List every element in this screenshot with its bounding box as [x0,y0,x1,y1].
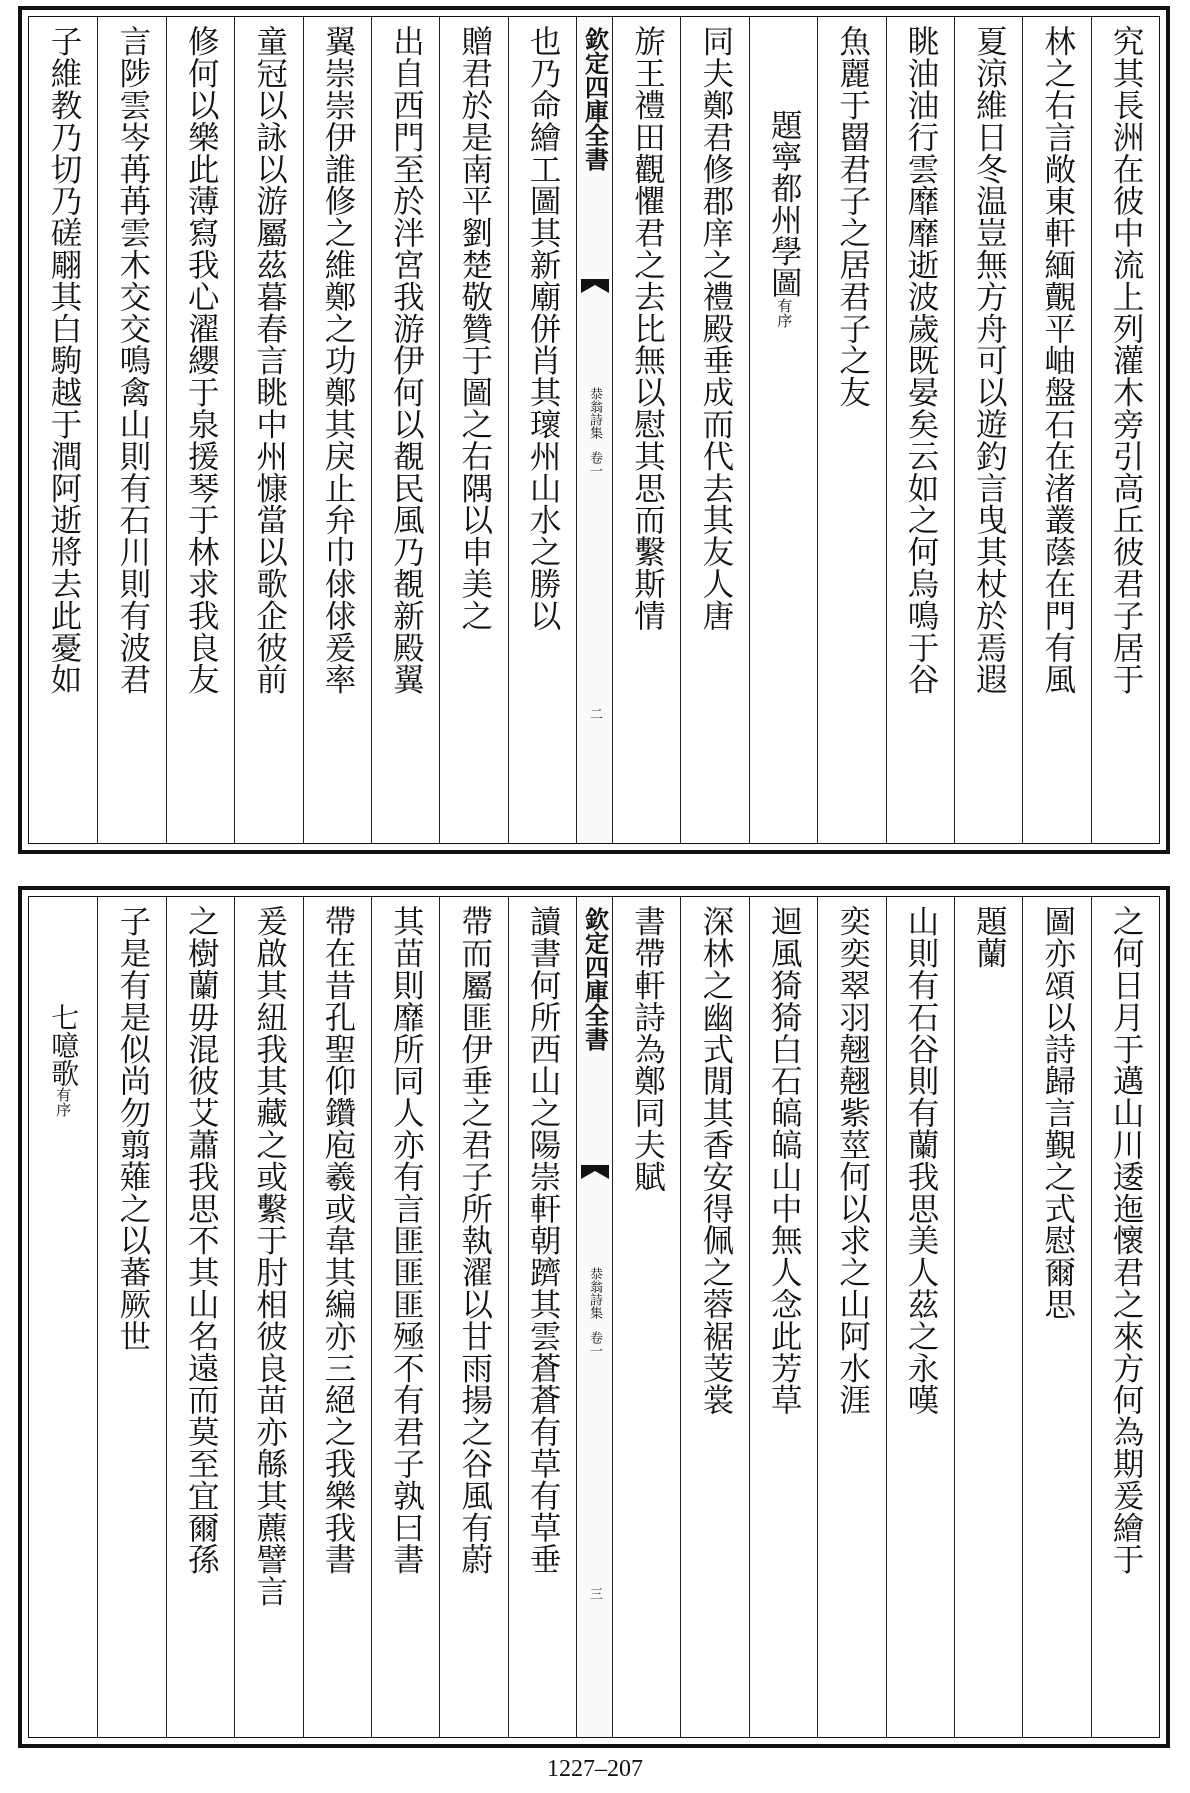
column-text: 爰啟其紐我其藏之或繫于肘相彼良苗亦緜其藨譬言 [251,905,288,1607]
text-column [954,897,1022,1737]
text-column [371,897,439,1737]
book-title: 欽定四庫全書 [580,27,610,171]
column-text: 深林之幽式閒其香安得佩之蓉裾芰裳 [697,905,734,1416]
column-text: 究其長洲在彼中流上列灌木旁引高丘彼君子居于 [1108,25,1145,695]
top-page-frame [28,16,1160,844]
fishtail-mark-icon [581,279,609,293]
column-text: 出自西門至於泮宮我游伊何以覩民風乃覩新殿翼 [388,25,425,695]
center-fold-column [576,17,612,843]
column-text: 子是有是似尚勿翦薙之以蕃厥世 [114,905,151,1352]
column-text: 童冠以詠以游屬茲暮春言眺中州慷當以歌企彼前 [251,25,288,695]
column-text: 魚麗于罶君子之居君子之友 [834,25,871,408]
top-page [18,6,1170,854]
text-column [234,897,302,1737]
column-text: 迴風猗猗白石皜皜山中無人念此芳草 [766,905,803,1416]
leaf-number: 三 [587,1587,602,1600]
column-text: 圖亦頌以詩歸言覲之式慰爾思 [1039,905,1076,1320]
column-text: 同夫鄭君修郡庠之禮殿垂成而代去其友人唐 [697,25,734,632]
text-column [303,17,371,843]
text-column [439,897,507,1737]
fishtail-mark-icon [581,1165,609,1179]
column-text: 山則有石谷則有蘭我思美人茲之永嘆 [902,905,939,1416]
center-fold-column [576,897,612,1737]
text-column [886,897,954,1737]
column-text: 翼崇崇伊誰修之維鄭之功鄭其戾止弁巾俅俅爰率 [319,25,356,695]
text-column [680,17,748,843]
text-column [954,17,1022,843]
collection-label: 㳟翁詩集 [587,1267,602,1319]
text-column [817,897,885,1737]
column-text: 夏涼維日冬温豈無方舟可以遊釣言曳其杖於焉遐 [971,25,1008,695]
column-text: 林之右言敞東軒緬覿平岫盤石在渚叢蔭在門有風 [1039,25,1076,695]
text-column [508,897,576,1737]
leaf-number: 二 [587,707,602,720]
column-text: 也乃命繪工圖其新廟併肖其瓌州山水之勝以 [525,25,562,632]
column-text: 其苗則靡所同人亦有言匪匪匪殛不有君子孰曰書 [388,905,425,1575]
column-text: 之樹蘭毋混彼艾蕭我思不其山名遠而莫至宜爾孫 [183,905,220,1575]
column-text: 旂王禮田觀懼君之去比無以慰其思而繫斯情 [629,25,666,632]
collection-label: 㳟翁詩集 [587,387,602,439]
text-column [166,897,234,1737]
text-column [749,17,817,843]
text-column [680,897,748,1737]
column-text: 奕奕翠羽翹翹紫莖何以求之山阿水涯 [834,905,871,1416]
column-text: 子維教乃切乃磋翢其白駒越于澗阿逝將去此憂如 [45,25,82,695]
text-column [97,897,165,1737]
text-column [612,897,680,1737]
column-text: 眺油油行雲靡靡逝波歲既晏矣云如之何烏鳴于谷 [902,25,939,695]
bottom-page-columns [29,897,1159,1737]
text-column [97,17,165,843]
volume-label: 卷一 [587,1331,602,1357]
text-column [749,897,817,1737]
text-column [29,897,97,1737]
volume-label: 卷一 [587,451,602,477]
text-column [234,17,302,843]
text-column [29,17,97,843]
text-column [508,17,576,843]
column-text: 題蘭 [971,905,1008,969]
page-id-footer: 1227–207 [547,1756,643,1782]
text-column [371,17,439,843]
book-subtitle [588,1267,601,1357]
text-column [1022,17,1090,843]
column-text: 贈君於是南平劉楚敬贊于圖之右隅以申美之 [456,25,493,632]
column-text: 修何以樂此薄寫我心濯纓于泉援琴于林求我良友 [183,25,220,695]
top-page-columns [29,17,1159,843]
text-column [1091,17,1159,843]
text-column [166,17,234,843]
text-column [303,897,371,1737]
text-column [886,17,954,843]
column-text: 帶而屬匪伊垂之君子所執濯以甘雨揚之谷風有蔚 [456,905,493,1575]
column-text: 讀書何所西山之陽崇軒朝躋其雲蒼蒼有草有草垂 [525,905,562,1575]
bottom-page-frame [28,896,1160,1738]
text-column [1022,897,1090,1737]
text-column [817,17,885,843]
column-text: 帶在昔孔聖仰鑽庖羲或韋其編亦三絕之我樂我書 [319,905,356,1575]
text-column [439,17,507,843]
column-text: 書帶軒詩為鄭同夫賦 [629,905,666,1193]
section-title: 七噫歌有序 [47,1003,81,1117]
text-column [1091,897,1159,1737]
column-text: 言陟雲岑苒苒雲木交交鳴禽山則有石川則有波君 [114,25,151,695]
section-title: 題寧都州學圖有序 [766,109,803,328]
title-note: 有序 [775,298,794,328]
book-title: 欽定四庫全書 [580,907,610,1051]
text-column [612,17,680,843]
column-text: 之何日月于邁山川逶迤懷君之來方何為期爰繪于 [1108,905,1145,1575]
book-subtitle [588,387,601,477]
bottom-page [18,886,1170,1748]
title-note: 有序 [54,1087,73,1117]
